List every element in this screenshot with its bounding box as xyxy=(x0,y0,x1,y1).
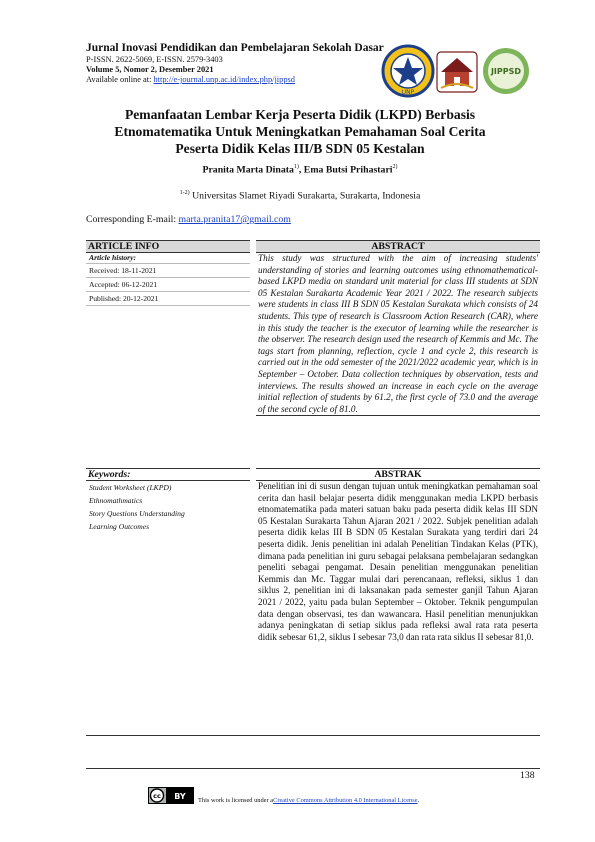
journal-header xyxy=(86,42,386,85)
paper-title xyxy=(90,106,510,157)
volume-line: Volume 5, Nomor 2, Desember 2021 xyxy=(86,65,214,74)
by-text: BY xyxy=(174,792,186,801)
keyword-item: Ethnomathmatics xyxy=(89,496,143,505)
license-prefix: This work is licensed under a xyxy=(198,797,274,804)
license-suffix: . xyxy=(417,797,420,804)
abstrak-heading: ABSTRAK xyxy=(256,468,540,481)
unp-logo-text: UNP xyxy=(401,89,415,96)
abstract-text: This study was structured with the aim of increasing students' understanding of stories and learning outcomes using ethnomathematical-based LKPD media on standard unit material for class III students at SDN 05 Kestalan Surakarta Academic Year 2021 / 2022. The research subjects were students in class III B SDN 05 Kestalan Surakata which consists of 24 students. This type of research is Classroom Action Research (CAR), where in this study the teacher is the executor of learning while the researcher is the observer. The research design used the research of Kemmis and Mc. The tags start from planning, reflection, cycle 1 and cycle 2, this research is carried out in the odd semester of the 2021/2022 academic year, which is in September – October. Data collection techniques by observation, tests and interviews. The results showed an increase in each cycle on the average initial reflection of students by 61.2, the first cycle of 73.0 and the average of the second cycle of 81.0. xyxy=(256,253,540,416)
journal-title: Jurnal Inovasi Pendidikan dan Pembelajaran Sekolah Dasar xyxy=(86,42,384,54)
author-list xyxy=(90,164,510,175)
available-label: Available online at: xyxy=(86,75,154,84)
cc-by-license-icon[interactable] xyxy=(148,787,194,804)
page-number: 138 xyxy=(520,770,535,781)
title-line-3: Peserta Didik Kelas III/B SDN 05 Kestalan xyxy=(175,141,425,156)
article-info-heading: ARTICLE INFO xyxy=(86,240,250,253)
author-2-sup: 2) xyxy=(392,164,398,170)
abstrak-text: Penelitian ini di susun dengan tujuan untuk meningkatkan pemahaman soal cerita dan hasil belajar peserta didik menggunakan media LKPD berbasis etnomatematika pada materi satuan baku pada peserta didik kelas III SDN 05 Kestalan Surakarta Tahun Ajaran 2021 / 2022. Subjek penelitian adalah peserta didik kelas III B SDN 05 Kestalan Surakata yang terdiri dari 24 peserta didik. Jenis penelitian ini adalah Penelitian Tindakan Kelas (PTK), dimana pada penelitian ini guru sebagai pelaksana pembelajaran sedangkan peneliti sebagai pengamat. Desain penelitian menggunakan penelitian Kemmis dan Mc. Taggar mulai dari perencanaan, refleksi, siklus 1 dan siklus 2, penelitian ini di laksanakan pada semester ganjil Tahun Ajaran 2021 / 2022, yaitu pada bulan September – Oktober. Teknik pengumpulan data dengan observasi, tes dan wawancara. Hasil penelitian menunjukkan adanya peningkatan di setiap siklus pada refleksi awal rata rata peserta didik sebesar 61,2, siklus I sebesar 73,0 dan rata rata siklus II sebesar 81,0. xyxy=(258,481,538,642)
article-history-label: Article history: xyxy=(86,253,250,264)
unp-logo-icon xyxy=(381,44,435,98)
available-line xyxy=(86,75,386,85)
journal-url-link[interactable]: http://e-journal.unp.ac.id/index.php/jippsd xyxy=(153,75,295,84)
author-1: Pranita Marta Dinata xyxy=(202,164,294,176)
title-line-1: Pemanfaatan Lembar Kerja Peserta Didik (LKPD) Berbasis xyxy=(124,107,476,122)
received-date: Received: 18-11-2021 xyxy=(86,264,250,278)
keywords-heading: Keywords: xyxy=(86,468,250,481)
license-notice xyxy=(148,786,419,804)
title-line-2: Etnomatematika Untuk Meningkatkan Pemahaman Soal Cerita xyxy=(114,124,486,139)
jippsd-logo-text: JIPPSD xyxy=(490,67,522,76)
footer-divider xyxy=(86,768,540,769)
abstract-frame-bottom xyxy=(86,479,540,736)
license-link[interactable]: Creative Commons Attribution 4.0 International License xyxy=(273,797,418,804)
article-info-panel xyxy=(86,240,250,306)
jippsd-logo-icon xyxy=(481,46,531,96)
author-1-sup: 1) xyxy=(293,164,299,170)
affiliation-sup: 1-2) xyxy=(179,190,190,196)
published-date: Published: 20-12-2021 xyxy=(86,292,250,306)
author-2: Ema Butsi Prihastari xyxy=(303,164,393,176)
abstract-heading: ABSTRACT xyxy=(256,240,540,253)
cc-text: cc xyxy=(153,792,161,800)
keyword-item: Learning Outcomes xyxy=(89,522,150,531)
affiliation-text: Universitas Slamet Riyadi Surakarta, Surakarta, Indonesia xyxy=(189,190,421,202)
corresponding-email xyxy=(86,214,291,225)
logo-group xyxy=(381,44,531,98)
corresp-label: Corresponding E-mail: xyxy=(86,214,179,225)
keyword-item: Student Worksheet (LKPD) xyxy=(89,483,172,492)
keyword-item: Story Questions Understanding xyxy=(89,509,185,518)
house-logo-icon xyxy=(435,50,479,94)
corresp-email-link[interactable]: marta.pranita17@gmail.com xyxy=(178,214,291,225)
author-separator: , xyxy=(298,164,304,176)
affiliation xyxy=(90,190,510,201)
accepted-date: Accepted: 06-12-2021 xyxy=(86,278,250,292)
issn-line: P-ISSN. 2622-5069, E-ISSN. 2579-3403 xyxy=(86,55,223,64)
abstract-panel xyxy=(256,240,540,416)
